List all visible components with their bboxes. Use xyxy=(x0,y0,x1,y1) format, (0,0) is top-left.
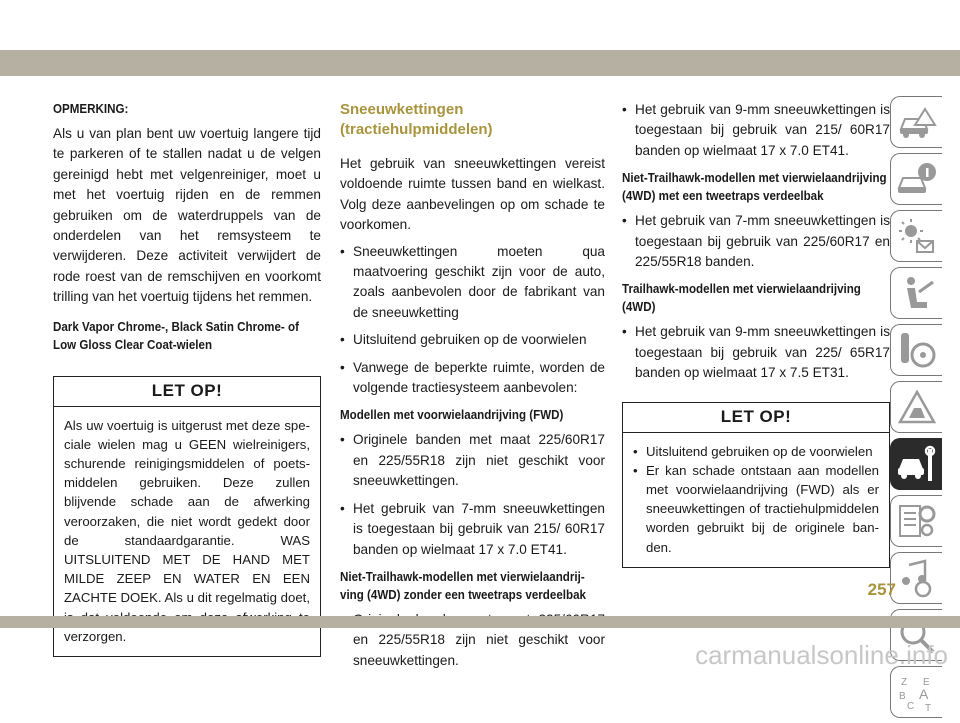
watermark: carmanualsonline.info xyxy=(695,640,948,670)
svg-text:C: C xyxy=(907,701,915,712)
note-title: OPMERKING: xyxy=(53,102,129,116)
list-item: • en 225/55R18 zijn niet geschikt voor sneeuwkettingen. xyxy=(340,610,605,671)
tab-car-warning[interactable] xyxy=(890,96,942,148)
list-item: • Het gebruik van 9-mm sneeuwkettingen is toegestaan bij gebruik van 225/ 65R17 banden op wielmaat 17 x 7.5 ET31. xyxy=(622,322,890,383)
list-item: • Het gebruik van 7-mm sneeuwkettingen is toegestaan bij gebruik van 215/ 60R17 banden op wielmaat 17 x 7.0 ET41. xyxy=(340,499,605,560)
column-right xyxy=(622,100,890,568)
caution-box-chains xyxy=(622,402,890,568)
chapter-tabs xyxy=(890,96,942,723)
column-middle xyxy=(340,100,605,679)
trailhawk-heading: Trailhawk-modellen met vierwielaandrijving (4WD) xyxy=(622,282,861,315)
tab-car-info[interactable] xyxy=(890,153,942,205)
svg-text:B: B xyxy=(899,691,906,702)
svg-text:T: T xyxy=(925,703,932,713)
section-title: Sneeuwkettingen (tractiehulpmiddelen) xyxy=(340,101,493,138)
continued-list xyxy=(622,100,890,161)
caution-title: LET OP! xyxy=(623,403,889,433)
fwd-list xyxy=(340,430,605,559)
list-item: • Uitsluitend gebruiken op de voorwielen xyxy=(340,330,605,350)
header-band xyxy=(0,50,960,76)
list-item: • Sneeuwkettingen moeten qua maatvoering geschikt zijn voor de auto, zoals aanbevolen door de fabrikant van de sneeuwketting xyxy=(340,242,605,324)
list-item: • Originele banden met maat 225/60R17 en 225/55R18 zijn niet geschikt voor sneeuwkettingen. xyxy=(340,430,605,491)
media-music-icon xyxy=(897,559,937,599)
tab-steering-wheel[interactable] xyxy=(890,324,942,376)
caution-text: Als uw voertuig is uitgerust met deze speciale wielen mag u GEEN wielreinigers, schurende reinigingsmiddelen of poetsmiddelen gebruiken. Deze zullen blijvende schade aan de afwerking veroorzaken, die niet wordt gedekt door de standaardgarantie. WAS UITSLUITEND MET DE HAND MET MILDE ZEEP EN WATER EN EEN ZACHTE DOEK. Als u dit regelmatig doet, verzorgen. xyxy=(64,417,310,644)
tab-media-music[interactable] xyxy=(890,552,942,604)
warning-lights-icon xyxy=(897,217,937,257)
tab-road-warning[interactable] xyxy=(890,381,942,433)
page-number: 257 xyxy=(867,580,896,599)
column-left xyxy=(53,100,321,657)
tab-warning-lights[interactable] xyxy=(890,210,942,262)
note-text: Als u van plan bent uw voertuig langere tijd te parkeren of te stallen nadat u de velgen gereinigd hebt met velgenreiniger, moet u met het voertuig rijden en de remmen gebruiken om de waterdruppels van de onderdelen van het remsysteem te verwijderen. Deze activiteit verwijdert de rode roest van de remschijven en voorkomt trilling van het voertuig tijdens het remmen. xyxy=(53,126,321,305)
steering-wheel-icon xyxy=(897,331,937,371)
tab-car-wrench[interactable] xyxy=(890,438,942,490)
trailhawk-list xyxy=(622,322,890,383)
specs-gear-icon xyxy=(897,502,937,542)
general-list xyxy=(340,242,605,399)
car-warning-icon xyxy=(897,103,937,143)
list-item: • Er kan schade ontstaan aan modellen met voorwielaandrijving (FWD) als er sneeuwkettingen of tractiehulpmiddelen worden gebruikt bij de originele banden. xyxy=(633,461,879,557)
road-warning-icon xyxy=(897,388,937,428)
tab-specs-gear[interactable] xyxy=(890,495,942,547)
non-trailhawk-2-list xyxy=(622,211,890,272)
tab-alphabet-index[interactable] xyxy=(890,666,942,718)
footer-band xyxy=(0,616,960,628)
svg-text:Z: Z xyxy=(901,677,908,688)
car-info-icon xyxy=(897,160,937,200)
intro-text: Het gebruik van sneeuwkettingen vereist voldoende ruimte tussen band en wielkast. Volg deze aanbevelingen op om schade te voorkomen. xyxy=(340,156,605,233)
list-item: • Het gebruik van 9-mm sneeuwkettingen is toegestaan bij gebruik van 215/ 60R17 banden op wielmaat 17 x 7.0 ET41. xyxy=(622,100,890,161)
alphabet-index-icon xyxy=(897,673,937,713)
wheels-heading: Dark Vapor Chrome-, Black Satin Chrome- of Low Gloss Clear Coat-wielen xyxy=(53,319,299,352)
caution-box-wheels xyxy=(53,376,321,657)
svg-text:E: E xyxy=(923,677,930,688)
fwd-heading: Modellen met voorwielaandrijving (FWD) xyxy=(340,408,564,423)
airbag-seat-icon xyxy=(897,274,937,314)
non-trailhawk-2-heading: Niet-Trailhawk-modellen met vierwielaandrijving (4WD) met een tweetraps verdeelbak xyxy=(622,171,887,204)
svg-text:A: A xyxy=(919,686,929,702)
tab-airbag-seat[interactable] xyxy=(890,267,942,319)
caution-title: LET OP! xyxy=(54,377,320,407)
car-wrench-icon xyxy=(897,445,937,485)
non-trailhawk-heading: Niet-Trailhawk-modellen met vierwielaandrijving (4WD) zonder een tweetraps verdeelbak xyxy=(340,569,586,602)
list-item: • Vanwege de beperkte ruimte, worden de volgende tractiesysteem aanbevolen: xyxy=(340,358,605,399)
list-item: • Uitsluitend gebruiken op de voorwielen xyxy=(633,442,879,461)
list-item: • Het gebruik van 7-mm sneeuwkettingen is toegestaan bij gebruik van 225/60R17 en 225/55R18 banden. xyxy=(622,211,890,272)
